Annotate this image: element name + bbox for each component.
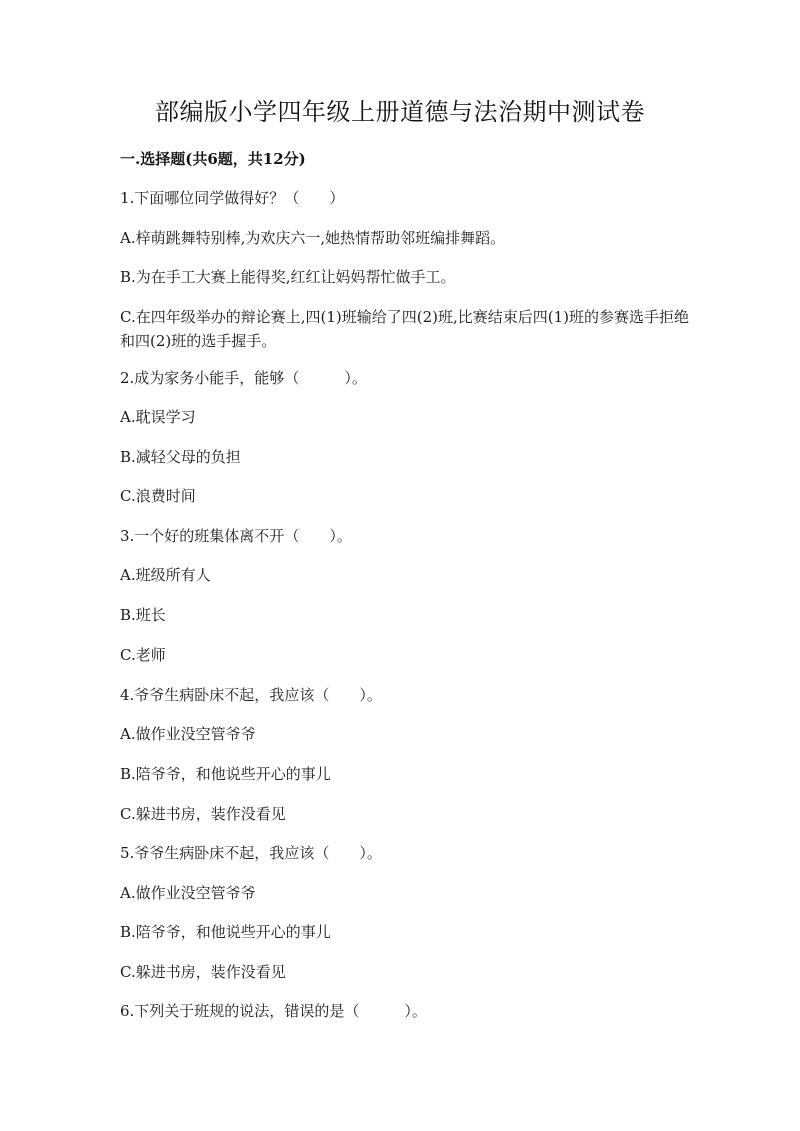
question-3-option-c: C.老师 [120, 646, 166, 664]
question-2-option-a: A.耽误学习 [120, 408, 196, 426]
question-5-option-a: A.做作业没空管爷爷 [120, 884, 256, 902]
question-4-stem: 4.爷爷生病卧床不起，我应该（ ）。 [120, 686, 382, 704]
question-1-option-a: A.梓萌跳舞特别棒,为欢庆六一,她热情帮助邻班编排舞蹈。 [120, 229, 506, 247]
page-title: 部编版小学四年级上册道德与法治期中测试卷 [155, 98, 645, 126]
question-1-stem: 1.下面哪位同学做得好？（ ） [120, 189, 345, 207]
question-2-stem: 2.成为家务小能手，能够（ ）。 [120, 369, 367, 387]
question-5-option-b: B.陪爷爷，和他说些开心的事儿 [120, 923, 331, 941]
question-4-option-c: C.躲进书房，装作没看见 [120, 805, 286, 823]
question-3-stem: 3.一个好的班集体离不开（ ）。 [120, 527, 352, 545]
question-3-option-b: B.班长 [120, 606, 166, 624]
question-2-option-b: B.减轻父母的负担 [120, 448, 241, 466]
question-4-option-b: B.陪爷爷，和他说些开心的事儿 [120, 765, 331, 783]
question-3-option-a: A.班级所有人 [120, 566, 211, 584]
question-1-option-b: B.为在手工大赛上能得奖,红红让妈妈帮忙做手工。 [120, 268, 456, 286]
section-heading: 一.选择题(共6题，共12分) [120, 150, 306, 168]
question-6-stem: 6.下列关于班规的说法，错误的是（ ）。 [120, 1002, 427, 1020]
question-5-option-c: C.躲进书房，装作没看见 [120, 963, 286, 981]
question-4-option-a: A.做作业没空管爷爷 [120, 725, 256, 743]
question-2-option-c: C.浪费时间 [120, 487, 196, 505]
question-5-stem: 5.爷爷生病卧床不起，我应该（ ）。 [120, 844, 382, 862]
question-1-option-c: C.在四年级举办的辩论赛上,四(1)班输给了四(2)班,比赛结束后四(1)班的参赛选手拒绝和四(2)班的选手握手。 [120, 308, 689, 350]
